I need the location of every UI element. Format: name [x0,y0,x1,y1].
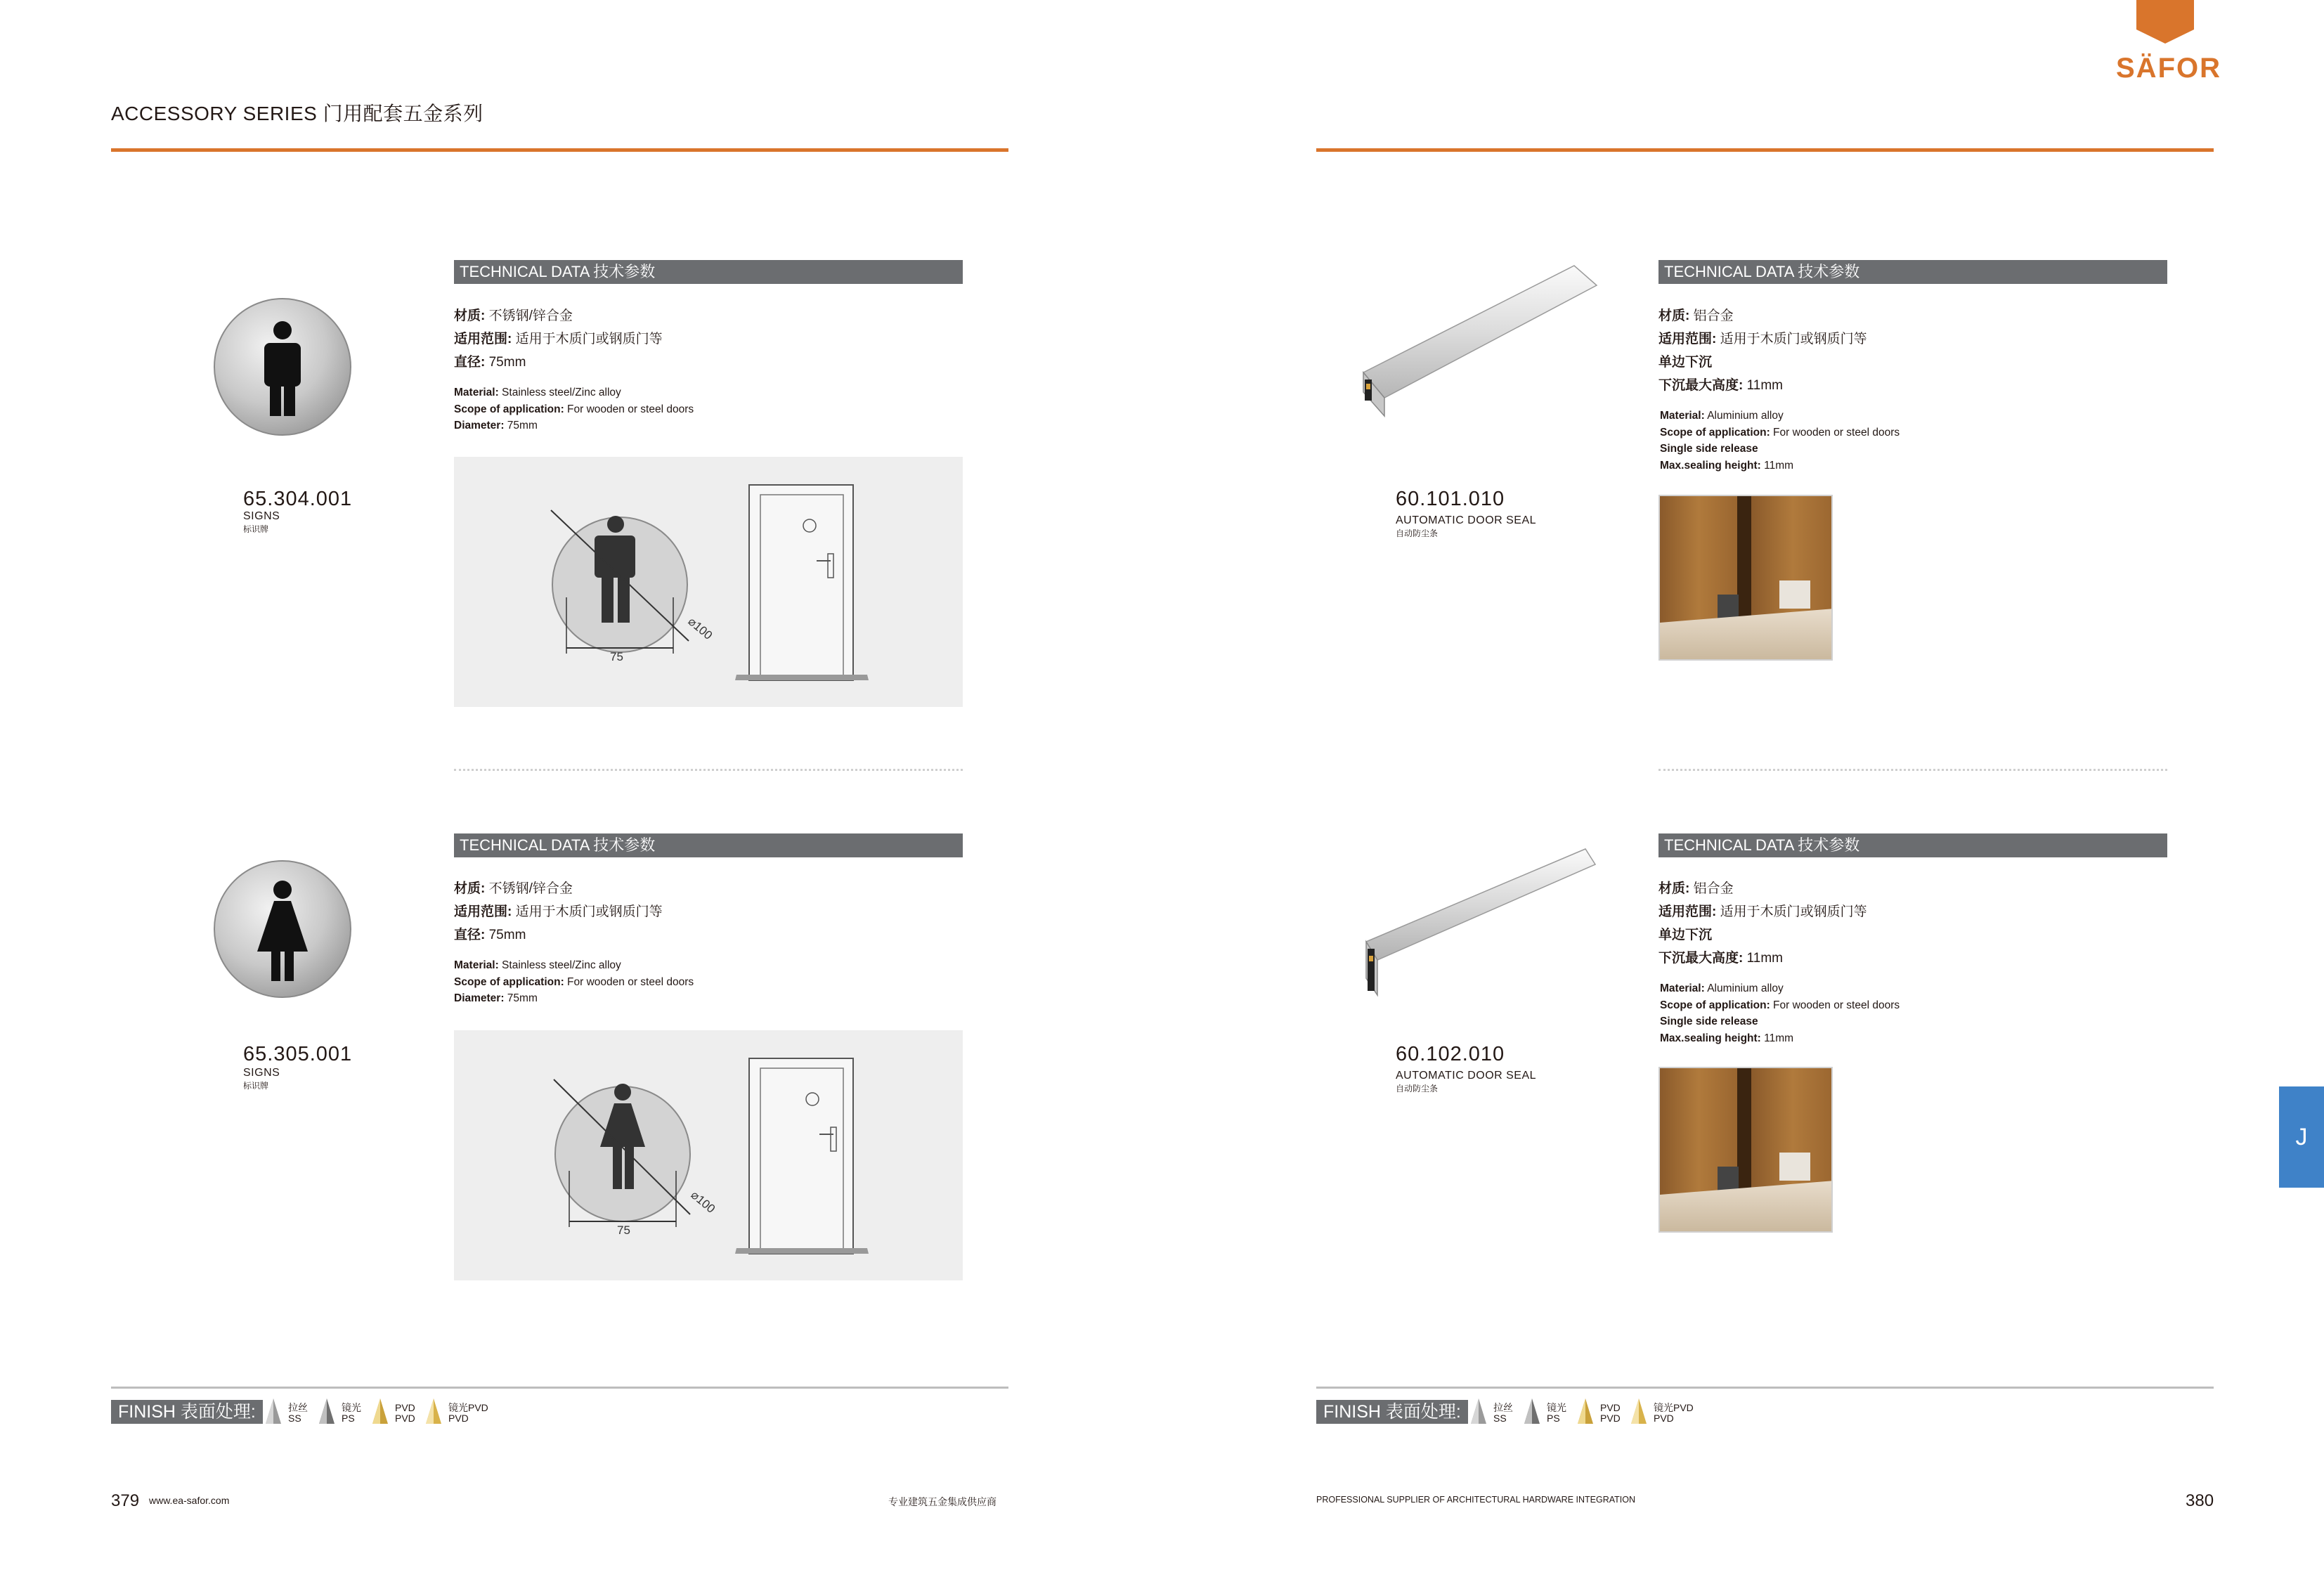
spec-line: Scope of application: For wooden or steel doors [454,975,694,988]
finish-swatch-pvd-icon [372,1398,388,1424]
door-seal-installed-photo [1660,496,1833,661]
website-link[interactable]: www.ea-safor.com [149,1495,230,1506]
door-seal-image [1356,843,1602,1006]
product-code: 60.101.010 [1396,488,1505,510]
diameter-dimension-label: ⌀100 [685,614,715,642]
header-rule-right [1316,148,2214,152]
diameter-dimension-label: ⌀100 [688,1188,718,1216]
product-category-cn: 标识牌 [243,524,269,534]
product-code: 60.102.010 [1396,1043,1505,1065]
spec-line: 单边下沉 [1658,355,1713,370]
product-category: SIGNS [243,510,280,522]
finish-item-ps: 镜光 PS [342,1402,361,1424]
width-dimension-label: 75 [617,1224,630,1237]
spec-line: Material: Stainless steel/Zinc alloy [454,959,621,971]
header-rule-left [111,148,1008,152]
spec-line: Scope of application: For wooden or steel doors [1660,426,1900,439]
product-category-cn: 自动防尘条 [1396,1084,1439,1093]
product-code: 65.305.001 [243,1043,353,1065]
finish-item-mirror-pvd: 镜光PVD PVD [448,1402,488,1424]
row-separator [1658,769,2167,771]
page-number-left: 379 [111,1491,140,1510]
door-seal-installed-photo [1660,1068,1833,1233]
finish-swatch-ps-icon [319,1398,335,1424]
finish-rule-left [111,1387,1008,1389]
spec-line: 下沉最大高度: 11mm [1658,378,1783,393]
spec-line: Scope of application: For wooden or steel doors [1660,999,1900,1011]
product-category: AUTOMATIC DOOR SEAL [1396,514,1537,526]
specs-en [1660,408,1900,474]
spec-line: 材质: 铝合金 [1658,309,1734,323]
page-number-right: 380 [2186,1491,2214,1510]
finish-item-ss: 拉丝 SS [1493,1402,1513,1424]
finish-swatch-mirror-pvd-icon [1631,1398,1647,1424]
specs-en [454,957,694,1007]
door-seal-image [1356,260,1602,423]
left-slogan: 专业建筑五金集成供应商 [888,1496,997,1507]
finish-item-pvd: PVD PVD [1600,1402,1621,1424]
male-sign-dimension-drawing [454,457,963,707]
finish-swatch-ps-icon [1524,1398,1540,1424]
spec-line: Material: Stainless steel/Zinc alloy [454,387,621,398]
spec-line: 下沉最大高度: 11mm [1658,951,1783,966]
spec-line: Single side release [1660,443,1758,455]
finish-item-pvd: PVD PVD [395,1402,415,1424]
finish-label: FINISH 表面处理: [111,1400,263,1424]
spec-line: 适用范围: 适用于木质门或钢质门等 [1658,332,1867,346]
spec-line: 单边下沉 [1658,928,1713,942]
finish-swatch-mirror-pvd-icon [426,1398,441,1424]
width-dimension-label: 75 [610,650,623,663]
spec-line: Diameter: 75mm [454,420,538,431]
spec-line: Scope of application: For wooden or steel doors [454,403,694,415]
spec-line: 适用范围: 适用于木质门或钢质门等 [454,332,663,346]
series-title: ACCESSORY SERIES 门用配套五金系列 [111,103,483,124]
spec-line: 适用范围: 适用于木质门或钢质门等 [1658,904,1867,919]
spec-line: 适用范围: 适用于木质门或钢质门等 [454,904,663,919]
tech-data-header: TECHNICAL DATA 技术参数 [454,833,963,857]
product-category: AUTOMATIC DOOR SEAL [1396,1070,1537,1082]
spec-line: Max.sealing height: 11mm [1660,459,1794,472]
specs-en [1660,980,1900,1046]
spec-line: Diameter: 75mm [454,992,538,1004]
row-separator [454,769,963,771]
brand-logo-icon [2136,0,2194,44]
finish-item-mirror-pvd: 镜光PVD PVD [1654,1402,1694,1424]
spec-line: Single side release [1660,1015,1758,1027]
finish-label: FINISH 表面处理: [1316,1400,1468,1424]
specs-cn [1658,877,1867,970]
section-tab-j[interactable]: J [2279,1086,2324,1188]
spec-line: 直径: 75mm [454,355,526,370]
tech-data-header: TECHNICAL DATA 技术参数 [1658,833,2167,857]
specs-cn [1658,304,1867,397]
installation-diagram [454,1030,963,1280]
specs-en [454,384,694,434]
finish-item-ss: 拉丝 SS [288,1402,308,1424]
product-code: 65.304.001 [243,488,353,510]
right-slogan: PROFESSIONAL SUPPLIER OF ARCHITECTURAL HARDWARE INTEGRATION [1316,1495,1635,1505]
female-sign-image [212,859,353,999]
installation-diagram [454,457,963,707]
finish-item-ps: 镜光 PS [1547,1402,1566,1424]
specs-cn [454,304,663,374]
specs-cn [454,877,663,947]
finish-swatch-pvd-icon [1578,1398,1593,1424]
tech-data-header: TECHNICAL DATA 技术参数 [454,260,963,284]
spec-line: 材质: 铝合金 [1658,881,1734,896]
tech-data-header: TECHNICAL DATA 技术参数 [1658,260,2167,284]
installation-photo [1658,495,1833,661]
female-sign-dimension-drawing [454,1030,963,1280]
installation-photo [1658,1067,1833,1233]
finish-rule-right [1316,1387,2214,1389]
spec-line: Material: Aluminium alloy [1660,410,1784,422]
brand-name: SÄFOR [2116,53,2221,84]
product-category-cn: 标识牌 [243,1081,269,1091]
product-category-cn: 自动防尘条 [1396,528,1439,538]
product-category: SIGNS [243,1067,280,1079]
spec-line: Material: Aluminium alloy [1660,982,1784,994]
spec-line: 材质: 不锈钢/锌合金 [454,881,573,896]
spec-line: Max.sealing height: 11mm [1660,1032,1794,1044]
male-sign-image [212,297,353,437]
finish-swatch-ss-icon [1471,1398,1486,1424]
spec-line: 直径: 75mm [454,928,526,942]
finish-swatch-ss-icon [266,1398,281,1424]
spec-line: 材质: 不锈钢/锌合金 [454,309,573,323]
